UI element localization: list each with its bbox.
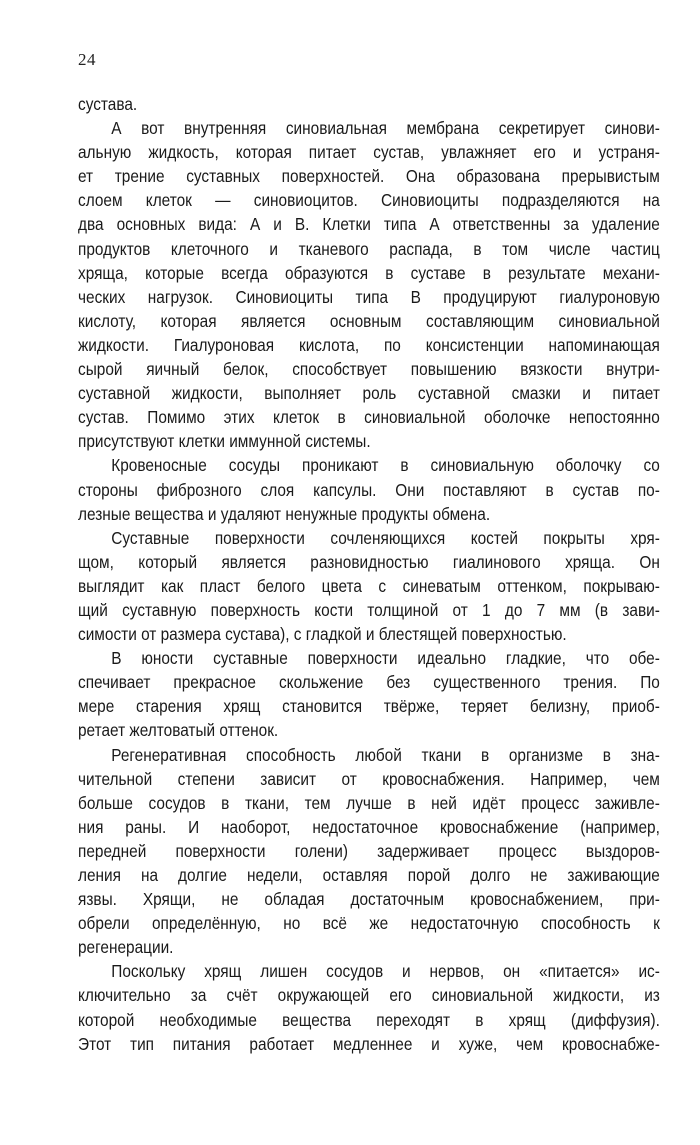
page-number: 24 <box>78 50 96 69</box>
body-text <box>78 92 660 1056</box>
text-line: А вот внутренняя синовиальная мембрана секретирует синови- <box>111 118 660 139</box>
text-line: В юности суставные поверхности идеально гладкие, что обе- <box>111 648 660 669</box>
text-line: щий суставную поверхность кости толщиной от 1 до 7 мм (в зави- <box>78 599 660 620</box>
text-line: слоем клеток — синовиоцитов. Синовиоциты подразделяются на <box>78 190 660 211</box>
text-line: лезные вещества и удаляют ненужные продукты обмена. <box>78 503 491 524</box>
text-line: присутствуют клетки иммунной системы. <box>78 431 371 452</box>
text-line: ления на долгие недели, оставляя порой долго не заживающие <box>78 865 660 885</box>
text-line: передней поверхности голени) задерживает процесс выздоров- <box>78 840 660 861</box>
text-line: спечивает прекрасное скольжение без существенного трения. По <box>78 672 660 693</box>
text-line: жидкости. Гиалуроновая кислота, по консистенции напоминающая <box>78 334 660 355</box>
text-line: регенерации. <box>78 937 174 958</box>
text-line: стороны фиброзного слоя капсулы. Они поставляют в сустав по- <box>78 479 660 500</box>
text-line: Поскольку хрящ лишен сосудов и нервов, он «питается» ис- <box>111 961 660 982</box>
text-line: выглядит как пласт белого цвета с синеватым оттенком, покрываю- <box>78 575 660 596</box>
text-line: продуктов клеточного и тканевого распада, в том числе частиц <box>78 238 660 259</box>
text-line: симости от размера сустава), с гладкой и блестящей поверхностью. <box>78 624 567 645</box>
text-line: хряща, которые всегда образуются в суставе в результате механи- <box>78 262 660 283</box>
text-line: Этот тип питания работает медленнее и хуже, чем кровоснабже- <box>78 1033 660 1054</box>
text-line: Суставные поверхности сочленяющихся костей покрыты хря- <box>111 527 660 548</box>
text-line: больше сосудов в ткани, тем лучше в ней идёт процесс заживле- <box>78 792 660 813</box>
text-line: Кровеносные сосуды проникают в синовиальную оболочку со <box>111 455 660 476</box>
text-line: сырой яичный белок, способствует повышению вязкости внутри- <box>78 359 660 380</box>
text-line: щом, который является разновидностью гиалинового хряща. Он <box>78 551 660 572</box>
text-line: чительной степени зависит от кровоснабжения. Например, чем <box>78 768 660 789</box>
text-line: сустава. <box>78 94 138 114</box>
text-line: ет трение суставных поверхностей. Она образована прерывистым <box>78 166 660 187</box>
text-line: обрели определённую, но всё же недостаточную способность к <box>78 913 660 934</box>
text-line: ния раны. И наоборот, недостаточное кровоснабжение (например, <box>78 816 660 837</box>
text-line: которой необходимые вещества переходят в хрящ (диффузия). <box>78 1009 660 1030</box>
text-line: ключительно за счёт окружающей его синовиальной жидкости, из <box>78 985 660 1006</box>
text-line: мере старения хрящ становится твёрже, теряет белизну, приоб- <box>78 696 660 717</box>
text-line: суставной жидкости, выполняет роль суставной смазки и питает <box>78 383 660 404</box>
text-line: Регенеративная способность любой ткани в организме в зна- <box>111 744 660 765</box>
text-line: язвы. Хрящи, не обладая достаточным кровоснабжением, при- <box>78 889 660 910</box>
text-line: кислоту, которая является основным составляющим синовиальной <box>78 310 660 331</box>
text-line: сустав. Помимо этих клеток в синовиальной оболочке непостоянно <box>78 407 660 428</box>
text-line: ческих нагрузок. Синовиоциты типа В продуцируют гиалуроновую <box>78 286 660 307</box>
text-line: альную жидкость, которая питает сустав, увлажняет его и устраня- <box>78 142 660 163</box>
text-line: ретает желтоватый оттенок. <box>78 720 279 741</box>
text-line: два основных вида: А и В. Клетки типа А ответственны за удаление <box>78 214 660 235</box>
